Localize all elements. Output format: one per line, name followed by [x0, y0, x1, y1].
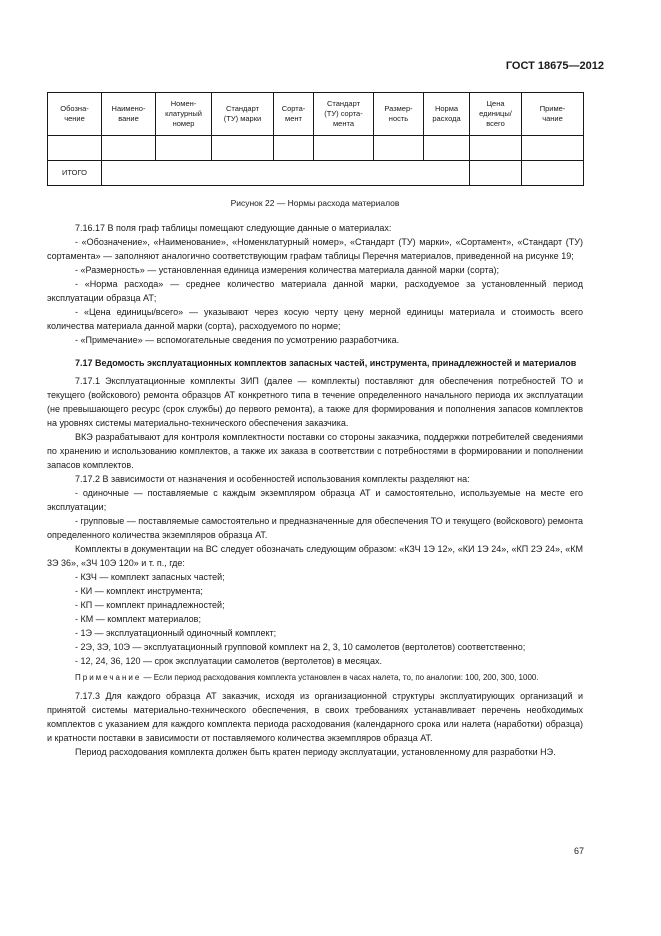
paragraph: - «Норма расхода» — среднее количество материала данной марки, расходуемое за установленный период эксплуатации образца АТ; [47, 279, 583, 303]
paragraph: 7.17.2 В зависимости от назначения и особенностей использования комплекты разделяют на: [75, 474, 470, 484]
note [47, 671, 583, 685]
materials-norm-table [47, 92, 584, 186]
paragraph: 7.17.3 Для каждого образца АТ заказчик, исходя из организационной структуры эксплуатирующих организаций и принятой системы материально-технического обеспечения, в своих требованиях устанавливает перечень необходимых комплектов с указанием для каждого комплекта периода расходования (календарного срока или налета (наработки) образца) и кратности поставки в зависимости от поставляемого количества экземпляров образца АТ. [47, 691, 583, 743]
paragraph: - одиночные — поставляемые с каждым экземпляром образца АТ и самостоятельно, используемые на месте его эксплуатации; [47, 488, 583, 512]
paragraph: - 1Э — эксплуатационный одиночный комплект; [75, 628, 277, 638]
table-header-row [48, 93, 584, 136]
document-code: ГОСТ 18675—2012 [505, 60, 604, 72]
paragraph: - 12, 24, 36, 120 — срок эксплуатации самолетов (вертолетов) в месяцах. [75, 656, 383, 666]
note-text: — Если период расходования комплекта установлен в часах налета, то, по аналогии: 100, 200, 300, 1000. [141, 673, 539, 682]
column-header: Цена единицы/ всего [470, 93, 522, 136]
column-header: Норма расхода [424, 93, 470, 136]
total-label: ИТОГО [48, 161, 102, 186]
paragraph: 7.16.17 В поля граф таблицы помещают следующие данные о материалах: [75, 223, 392, 233]
paragraph: - «Размерность» — установленная единица измерения количества материала данной марки (сорта); [75, 265, 500, 275]
paragraph: Период расходования комплекта должен быть кратен периоду эксплуатации, установленному для разработки НЭ. [75, 747, 556, 757]
paragraph: - КП — комплект принадлежностей; [75, 600, 225, 610]
column-header: Приме- чание [522, 93, 584, 136]
paragraph: - 2Э, 3Э, 10Э — эксплуатационный групповой комплект на 2, 3, 10 самолетов (вертолетов) соответственно; [75, 642, 526, 652]
column-header: Наимено- вание [102, 93, 156, 136]
paragraph: - «Примечание» — вспомогательные сведения по усмотрению разработчика. [75, 335, 400, 345]
table-total-row [48, 161, 584, 186]
paragraph: - КМ — комплект материалов; [75, 614, 201, 624]
figure-caption: Рисунок 22 — Нормы расхода материалов [230, 198, 400, 208]
column-header: Сорта- мент [274, 93, 314, 136]
table-row [48, 136, 584, 161]
column-header: Обозна- чение [48, 93, 102, 136]
paragraph: - КЗЧ — комплект запасных частей; [75, 572, 225, 582]
paragraph: 7.17.1 Эксплуатационные комплекты ЗИП (далее — комплекты) поставляют для обеспечения потребностей ТО и текущего (войскового) ремонта образцов АТ конкретного типа в течение определенного начального периода их эксплуатации (не превышающего ресурс (срок службы) до первого ремонта), а также для формирования и пополнения запасов комплектов на уровнях системы материально-технического обеспечения заказчика. [47, 376, 583, 428]
column-header: Размер- ность [374, 93, 424, 136]
column-header: Стандарт (ТУ) марки [212, 93, 274, 136]
section-heading: 7.17 Ведомость эксплуатационных комплектов запасных частей, инструмента, принадлежностей и материалов [75, 358, 577, 368]
paragraph: - групповые — поставляемые самостоятельно и предназначенные для обеспечения ТО и текущего (войскового) ремонта определенного количества экземпляров образца АТ. [47, 516, 583, 540]
document-body [47, 221, 583, 759]
paragraph: - «Цена единицы/всего» — указывают через косую черту цену мерной единицы материала и стоимость всего количества материала данной марки (сорта), расходуемого по норме; [47, 307, 583, 331]
page-number: 67 [573, 846, 584, 856]
paragraph: ВКЭ разрабатывают для контроля комплектности поставки со стороны заказчика, поддержки потребителей сведениями по хранению и использованию комплектов, а также их заказа в соответствии с потребностями в формировании и пополнении запасов комплектов. [47, 432, 583, 470]
paragraph: - КИ — комплект инструмента; [75, 586, 203, 596]
paragraph: Комплекты в документации на ВС следует обозначать следующим образом: «КЗЧ 1Э 12», «КИ 1Э 24», «КП 2Э 24», «КМ 3Э 36», «ЗЧ 10Э 120» и т. п., где: [47, 544, 583, 568]
note-label: Примечание [75, 673, 142, 682]
column-header: Стандарт (ТУ) сорта- мента [314, 93, 374, 136]
column-header: Номен- клатурный номер [156, 93, 212, 136]
paragraph: - «Обозначение», «Наименование», «Номенклатурный номер», «Стандарт (ТУ) марки», «Сортамент», «Стандарт (ТУ) сортамента» — заполняют аналогично соответствующим графам таблицы Перечня материалов, приведенной на рисунке 19; [47, 237, 583, 261]
